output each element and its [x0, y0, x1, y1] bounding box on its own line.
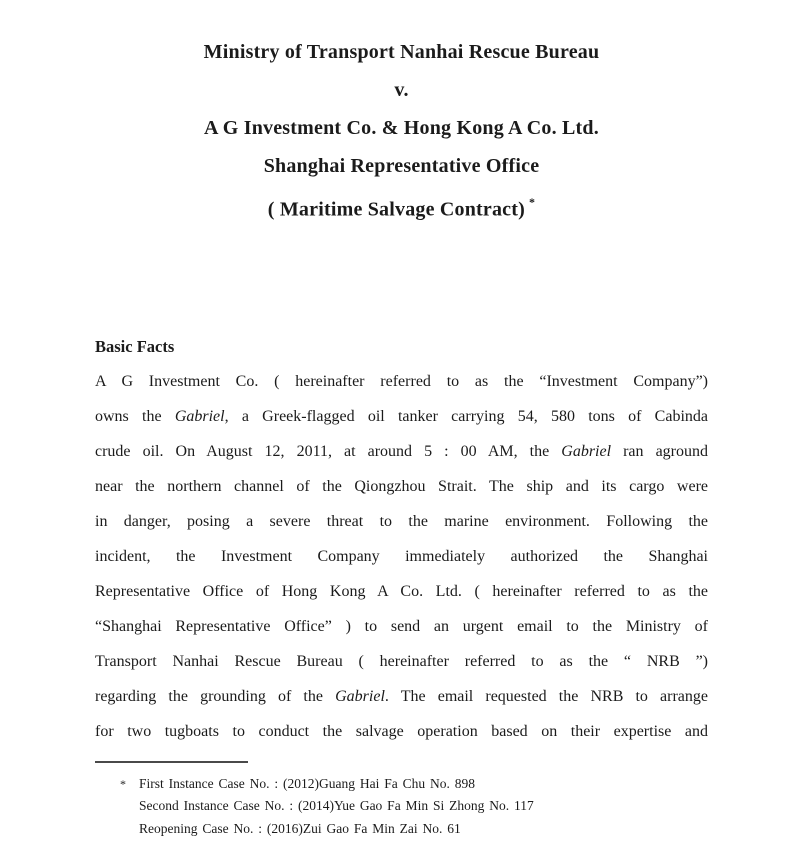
title-plaintiff: Ministry of Transport Nanhai Rescue Bureau [203, 41, 600, 63]
body-line-11: for two tugboats to conduct the salvage operation based on their expertise and [95, 722, 708, 740]
title-subject-text: ( Maritime Salvage Contract) [267, 198, 525, 221]
title-defendant-line2: Shanghai Representative Office [263, 155, 540, 177]
section-heading: Basic Facts [95, 336, 175, 356]
body-line-8: “Shanghai Representative Office” ) to send an urgent email to the Ministry of [95, 617, 708, 635]
body-line-10: regarding the grounding of the Gabriel. The email requested the NRB to arrange [95, 687, 709, 705]
footnote-list [95, 773, 708, 841]
basic-facts-section [95, 329, 708, 749]
footnote-text-first-instance: First Instance Case No. : (2012)Guang Hai Fa Chu No. 898 [139, 775, 475, 791]
title-defendant-line1: A G Investment Co. & Hong Kong A Co. Ltd. [204, 117, 599, 139]
body-line-5: in danger, posing a severe threat to the marine environment. Following the [95, 512, 708, 530]
footnote-line-2 [120, 795, 708, 818]
body-line-9: Transport Nanhai Rescue Bureau ( hereinafter referred to as the “ NRB ”) [95, 652, 708, 670]
case-title-block [95, 0, 708, 229]
title-versus: v. [394, 79, 409, 101]
body-line-6: incident, the Investment Company immediately authorized the Shanghai [95, 547, 708, 565]
title-subject [95, 185, 708, 229]
body-line-2: owns the Gabriel, a Greek-flagged oil tanker carrying 54, 580 tons of Cabinda [95, 407, 708, 425]
footnote-text-reopening: Reopening Case No. : (2016)Zui Gao Fa Min Zai No. 61 [139, 820, 461, 836]
page-content [95, 0, 708, 840]
body-line-7: Representative Office of Hong Kong A Co. Ltd. ( hereinafter referred to as the [95, 582, 708, 600]
footnote-line-1 [120, 773, 708, 796]
footnote-asterisk: * [120, 776, 126, 791]
body-line-3: crude oil. On August 12, 2011, at around 5 : 00 AM, the Gabriel ran aground [95, 442, 709, 460]
body-line-1: A G Investment Co. ( hereinafter referred to as the “Investment Company”) [95, 372, 708, 390]
footnote-block [95, 761, 708, 841]
body-line-4: near the northern channel of the Qiongzhou Strait. The ship and its cargo were [95, 477, 708, 495]
footnote-text-second-instance: Second Instance Case No. : (2014)Yue Gao Fa Min Si Zhong No. 117 [139, 798, 534, 814]
footnote-line-3 [120, 818, 708, 841]
footnote-marker: * [528, 195, 536, 209]
footnote-separator [95, 761, 248, 763]
